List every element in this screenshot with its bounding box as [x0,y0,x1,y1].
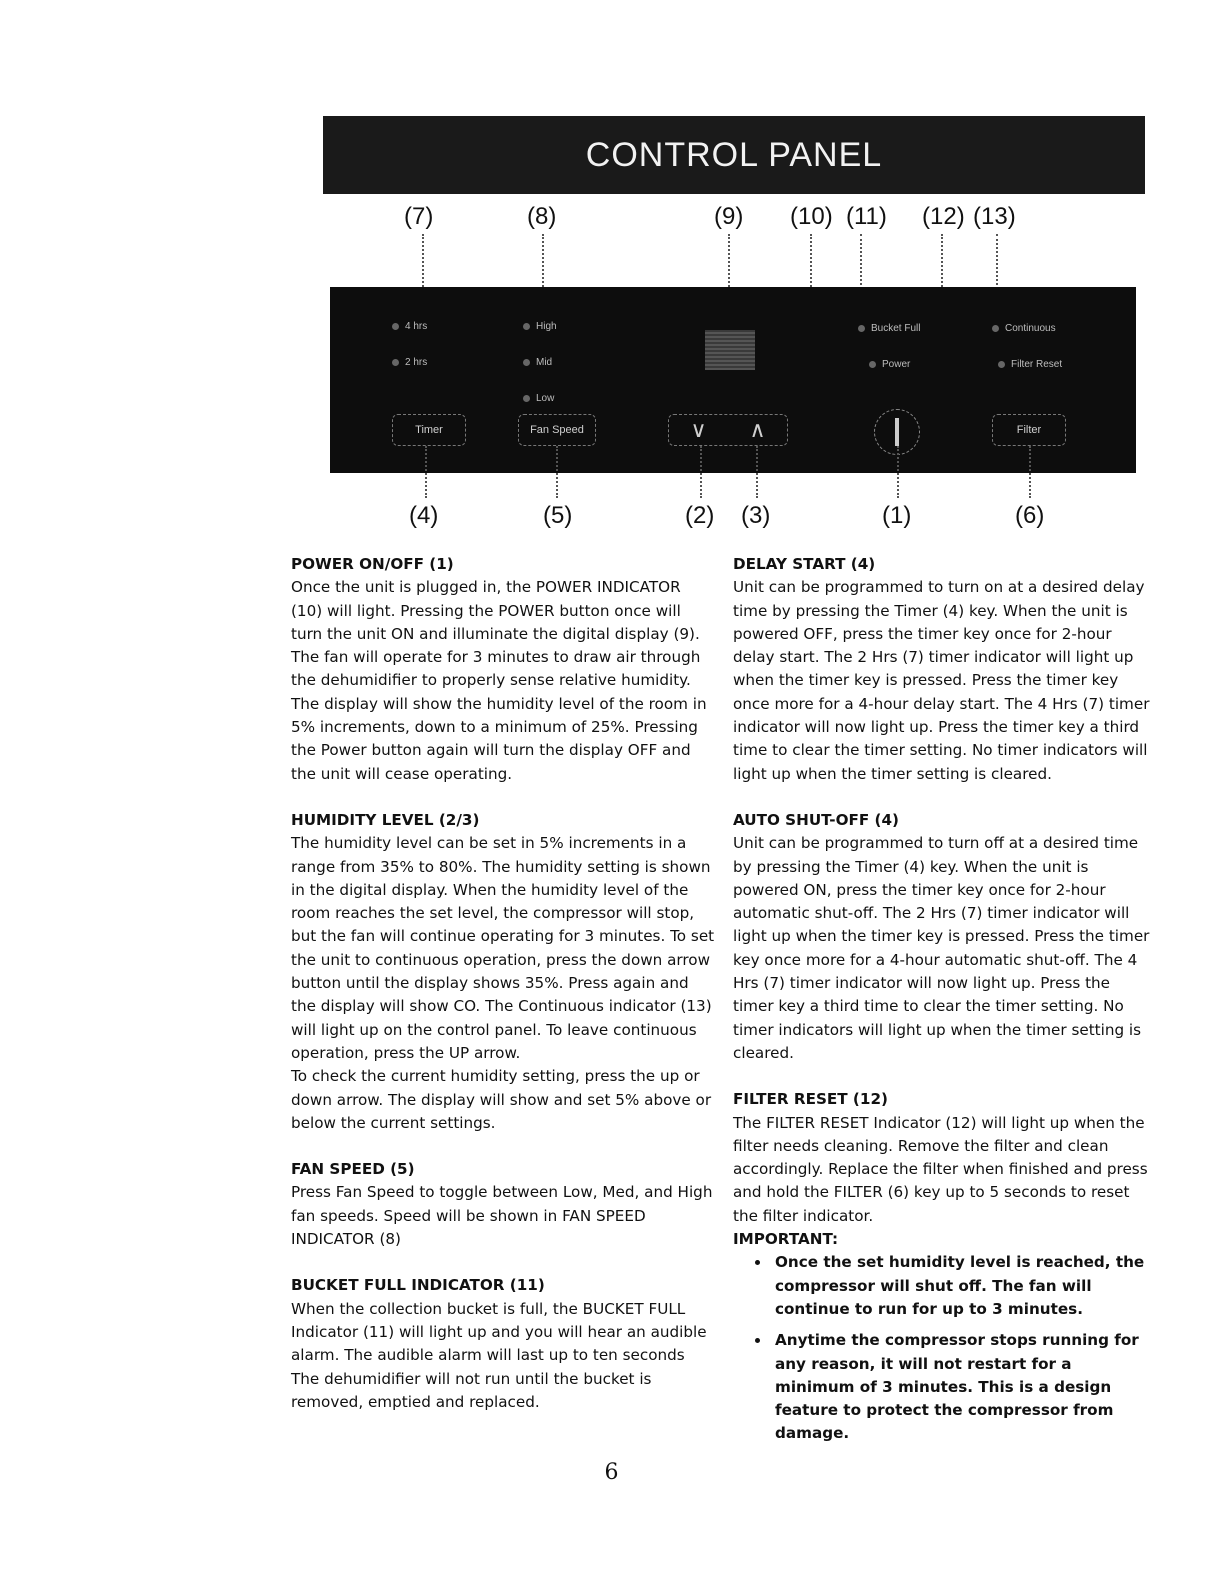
indicator-2hrs: 2 hrs [392,357,427,368]
timer-button[interactable]: Timer [392,414,466,446]
section-heading: HUMIDITY LEVEL (2/3) [291,810,480,829]
indicator-filter-reset: Filter Reset [998,359,1062,370]
section-heading: IMPORTANT: [733,1230,839,1249]
led-icon [392,359,399,366]
leader-line [700,446,702,498]
list-item: • Once the set humidity level is reached, the compressor will shut off. The fan will continue to run for up to 3 minutes. [771,1251,1153,1321]
section-body: To check the current humidity setting, press the up or down arrow. The display will show and set 5% above or below the current settings. [291,1067,712,1132]
section-body: The FILTER RESET Indicator (12) will light up when the filter needs cleaning. Remove the filter and clean accordingly. Replace the filter when finished and press and hold the FILTER (6) key up to 5 seconds to reset the filter indicator. [733,1113,1148,1225]
delay-start-section [733,553,1153,786]
section-heading: DELAY START (4) [733,555,876,573]
fan-speed-section [291,1158,716,1251]
auto-shut-off-section [733,809,1153,1065]
leader-line [1029,446,1031,498]
callout-12: (12) [922,203,965,230]
section-body: The humidity level can be set in 5% increments in a range from 35% to 80%. The humidity setting is shown in the digital display. When the humidity level of the room reaches the set level, the compressor will stop, but the fan will continue operating for 3 minutes. To set the unit to continuous operation, press the down arrow button until the display shows 35%. Press again and the display will show CO. The Continuous indicator (13) will light up on the control panel. To leave continuous operation, press the UP arrow. [291,834,715,1062]
callout-8: (8) [527,203,557,230]
fan-speed-button[interactable]: Fan Speed [518,414,596,446]
humidity-digital-display [705,330,755,370]
callout-4: (4) [409,502,439,529]
indicator-power: Power [869,359,910,370]
section-heading: POWER ON/OFF (1) [291,555,454,573]
section-body: Unit can be programmed to turn on at a desired delay time by pressing the Timer (4) key. When the unit is powered OFF, press the timer key once for 2-hour delay start. The 2 Hrs (7) timer indicator will light up when the timer key is pressed. Press the timer key once more for a 4-hour delay start. The 4 Hrs (7) timer indicator will now light up. Press the timer key a third time to clear the timer setting. No timer indicators will light up when the timer setting is cleared. [733,578,1150,783]
right-column [733,553,1153,1454]
section-heading: FAN SPEED (5) [291,1160,415,1179]
section-heading: FILTER RESET (12) [733,1090,888,1109]
section-heading: AUTO SHUT-OFF (4) [733,810,899,829]
callout-6: (6) [1015,502,1045,529]
important-list [733,1251,1153,1445]
callout-11: (11) [846,203,887,230]
leader-line [556,446,558,498]
led-icon [523,395,530,402]
humidity-arrow-buttons [668,414,788,446]
callout-1: (1) [882,502,912,529]
filter-button[interactable]: Filter [992,414,1066,446]
up-arrow-button[interactable]: ∧ [749,417,766,442]
led-icon [992,325,999,332]
list-item: • Anytime the compressor stops running for any reason, it will not restart for a minimum of 3 minutes. This is a design feature to protect the compressor from damage. [771,1329,1153,1445]
important-section [733,1228,1153,1446]
led-icon [523,323,530,330]
left-column [291,553,716,1437]
section-body: Once the unit is plugged in, the POWER INDICATOR (10) will light. Pressing the POWER button once will turn the unit ON and illuminate the digital display (9). The fan will operate for 3 minutes to draw air through the dehumidifier to properly sense relative humidity. The display will show the humidity level of the room in 5% increments, down to a minimum of 25%. Pressing the Power button again will turn the display OFF and the unit will cease operating. [291,578,707,783]
callout-5: (5) [543,502,573,529]
leader-line [756,446,758,498]
led-icon [392,323,399,330]
callout-10: (10) [790,203,833,230]
section-heading: BUCKET FULL INDICATOR (11) [291,1276,545,1295]
filter-reset-section [733,1088,1153,1228]
indicator-high: High [523,321,557,332]
callout-13: (13) [973,203,1016,230]
callout-2: (2) [685,502,715,529]
bucket-full-section [291,1274,716,1414]
led-icon [858,325,865,332]
indicator-continuous: Continuous [992,323,1056,334]
control-panel-banner: CONTROL PANEL [323,116,1145,194]
indicator-4hrs: 4 hrs [392,321,427,332]
indicator-mid: Mid [523,357,552,368]
page-number: 6 [604,1460,619,1485]
led-icon [523,359,530,366]
led-icon [869,361,876,368]
indicator-bucket-full: Bucket Full [858,323,920,334]
leader-line [897,446,899,498]
indicator-low: Low [523,393,554,404]
power-section [291,553,716,786]
humidity-section [291,809,716,1135]
power-icon [895,418,899,446]
callout-9: (9) [714,203,744,230]
section-body: Press Fan Speed to toggle between Low, Med, and High fan speeds. Speed will be shown in FAN SPEED INDICATOR (8) [291,1183,713,1249]
callout-3: (3) [741,502,771,529]
callout-7: (7) [404,203,434,230]
section-body: Unit can be programmed to turn off at a desired time by pressing the Timer (4) key. When the unit is powered ON, press the timer key once for 2-hour automatic shut-off. The 2 Hrs (7) timer indicator will light up when the timer key is pressed. Press the timer key once more for a 4-hour automatic shut-off. The 4 Hrs (7) timer indicator will now light up. Press the timer key a third time to clear the timer setting. No timer indicators will light up when the timer setting is cleared. [733,834,1150,1062]
leader-line [425,446,427,498]
led-icon [998,361,1005,368]
down-arrow-button[interactable]: ∨ [690,417,707,442]
section-body: When the collection bucket is full, the BUCKET FULL Indicator (11) will light up and you will hear an audible alarm. The audible alarm will last up to ten seconds The dehumidifier will not run until the bucket is removed, emptied and replaced. [291,1299,707,1411]
